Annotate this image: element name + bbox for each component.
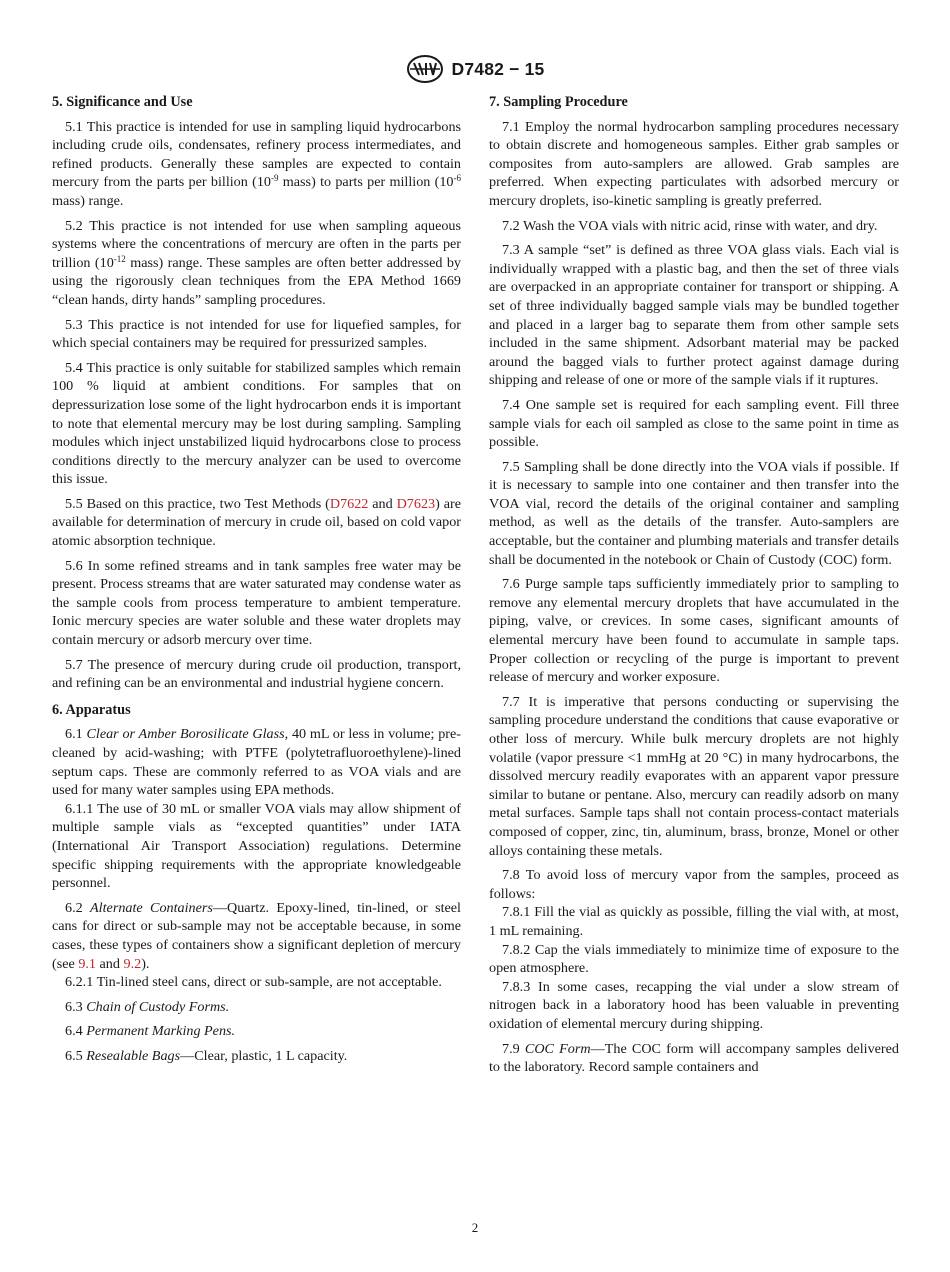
paragraph-5-7: 5.7 The presence of mercury during crude oil production, transport, and refining can be an environmental and industrial hygiene concern. — [52, 656, 462, 692]
paragraph-5-1: 5.1 This practice is intended for use in sampling liquid hydrocarbons including crude oils, condensates, refinery process intermediates, and refined products. Generally these samples are expected to contain mercury from the parts per billion ($10^{-9}$ mass) to parts per million ($10^{-6}$ mass) range. — [52, 118, 462, 209]
paragraph-7-1: 7.1 Employ the normal hydrocarbon sampling procedures necessary to obtain discrete and homogeneous samples. Either grab samples or composites from auto-samplers are allowed. Grab samples are preferred. When expecting particulates with adsorbed mercury or mercury droplets, iso-kinetic sampling is greatly preferred. — [489, 118, 899, 209]
page-header — [0, 53, 950, 85]
section-6-heading: 6. Apparatus — [52, 701, 131, 718]
paragraph-6-1-1: 6.1.1 The use of 30 mL or smaller VOA vials may allow shipment of multiple sample vials as “excepted quantities” under IATA (International Air Transport Association) regulations. Determine specific shipping requirements with the appropriate knowledgeable personnel. — [52, 800, 461, 892]
paragraph-6-1: 6.1 Clear or Amber Borosilicate Glass, 40 mL or less in volume; pre-cleaned by acid-washing; with PTFE (polytetrafluoroethylene)-lined septum caps. These are commonly referred to as VOA vials and are used for many water samples using EPA methods. — [52, 726, 461, 799]
paragraph-7-3: 7.3 A sample “set” is defined as three VOA glass vials. Each vial is individually wrapped with a plastic bag, and then the set of three vials are overpacked in an appropriate container for transport or shipping. A set of three individually bagged sample vials may be bundled together and placed in a larger bag to separate them from other sample sets included in the same shipment. Adsorbant material may be packed around the bagged vials to further protect against damage during shipping and release of one or more of the sample vials if it ruptures. — [489, 242, 899, 389]
paragraph-5-5: 5.5 Based on this practice, two Test Methods (D7622 and D7623) are available for determination of mercury in crude oil, based on cold vapor atomic absorption technique. — [52, 495, 461, 550]
paragraph-5-6: 5.6 In some refined streams and in tank samples free water may be present. Process streams that are water saturated may condense water as the sample cools from process temperature to ambient temperature. Ionic mercury species are water soluble and these water droplets may contain mercury or adsorb mercury over time. — [52, 557, 461, 649]
link-d7622[interactable]: D7622 — [329, 495, 369, 512]
paragraph-7-7: 7.7 It is imperative that persons conducting or supervising the sampling procedure understand the conditions that cause evaporative or other loss of mercury. While bulk mercury droplets are not highly volatile (vapor pressure <1 mmHg at 20 °C) in many hydrocarbons, the dissolved mercury readily evaporates with an apparent vapor pressure similar to butane or pentane. Also, mercury can readily adsorb on many metal surfaces. Sample taps shall not contain process-contact materials composed of copper, zinc, tin, aluminum, brass, bronze, Monel or other alloys containing these metals. — [489, 693, 899, 859]
link-9-2[interactable]: 9.2 — [123, 955, 142, 972]
section-5-heading: 5. Significance and Use — [52, 94, 193, 110]
paragraph-6-2-1: 6.2.1 Tin-lined steel cans, direct or sub-sample, are not acceptable. — [65, 974, 442, 991]
paragraph-6-4: 6.4 Permanent Marking Pens. — [65, 1023, 236, 1040]
paragraph-7-6: 7.6 Purge sample taps sufficiently immediately prior to sampling to remove any elemental mercury droplets that have accumulated in the piping, valve, or crevices. In some cases, significant amounts of elemental mercury have been found to accumulate in sample taps. Proper collection or recycling of the purge is important to prevent release of mercury and worker exposure. — [489, 576, 899, 686]
paragraph-7-8-2: 7.8.2 Cap the vials immediately to minimize time of exposure to the open atmosphere. — [489, 941, 899, 977]
paragraph-6-5: 6.5 Resealable Bags—Clear, plastic, 1 L capacity. — [65, 1047, 348, 1064]
paragraph-7-4: 7.4 One sample set is required for each sampling event. Fill three sample vials for each oil sampled as close to the same point in time as possible. — [489, 396, 899, 451]
page-number: 2 — [471, 1220, 479, 1235]
astm-logo-icon — [406, 54, 444, 84]
paragraph-5-3: 5.3 This practice is not intended for use for liquefied samples, for which special containers may be required for pressurized samples. — [52, 316, 461, 352]
right-column — [489, 93, 899, 1083]
section-7-heading: 7. Sampling Procedure — [489, 94, 628, 110]
paragraph-7-9: 7.9 COC Form—The COC form will accompany samples delivered to the laboratory. Record sample containers and — [489, 1040, 899, 1076]
link-d7623[interactable]: D7623 — [396, 495, 436, 512]
paragraph-7-2: 7.2 Wash the VOA vials with nitric acid, rinse with water, and dry. — [502, 217, 878, 234]
paragraph-7-8-3: 7.8.3 In some cases, recapping the vial under a slow stream of nitrogen back in a laboratory hood has been valuable in preventing oxidation of elemental mercury during shipping. — [489, 978, 899, 1032]
paragraph-5-4: 5.4 This practice is only suitable for stabilized samples which remain 100 % liquid at ambient conditions. For samples that on depressurization lose some of the light hydrocarbon ends it is important to note that elemental mercury may be lost during sampling. Sampling modules which inject unstabilized liquid hydrocarbons close to process conditions directly to the mercury analyzer can be used to overcome this issue. — [52, 359, 462, 488]
paragraph-6-2: 6.2 Alternate Containers—Quartz. Epoxy-lined, tin-lined, or steel cans for direct or sub-sample may not be acceptable because, in some cases, these types of containers show a significant depletion of mercury (see 9.1 and 9.2). — [52, 899, 461, 972]
paragraph-6-3: 6.3 Chain of Custody Forms. — [65, 998, 230, 1015]
paragraph-5-2: 5.2 This practice is not intended for use when sampling aqueous systems where the concentrations of mercury are often in the parts per trillion ($10^{-12}$ mass) range. These samples are often better addressed by using the rigorously clean techniques from the EPA Method 1669 “clean hands, dirty hands” sampling procedures. — [52, 217, 461, 308]
left-column — [52, 93, 461, 1072]
link-9-1[interactable]: 9.1 — [78, 955, 96, 972]
paragraph-7-8: 7.8 To avoid loss of mercury vapor from the samples, proceed as follows: — [489, 867, 899, 902]
paragraph-7-5: 7.5 Sampling shall be done directly into the VOA vials if possible. If it is necessary to sample into one container and then transfer into the VOA vial, record the details of the original container and sampling method, as well as the details of the transfer. Auto-samplers are acceptable, but the container and plumbing materials and transfer details shall be documented in the notebook or Chain of Custody (COC) form. — [489, 458, 899, 568]
paragraph-7-8-1: 7.8.1 Fill the vial as quickly as possible, filling the vial with, at most, 1 mL remaining. — [489, 904, 899, 939]
document-id: D7482 − 15 — [451, 58, 545, 79]
